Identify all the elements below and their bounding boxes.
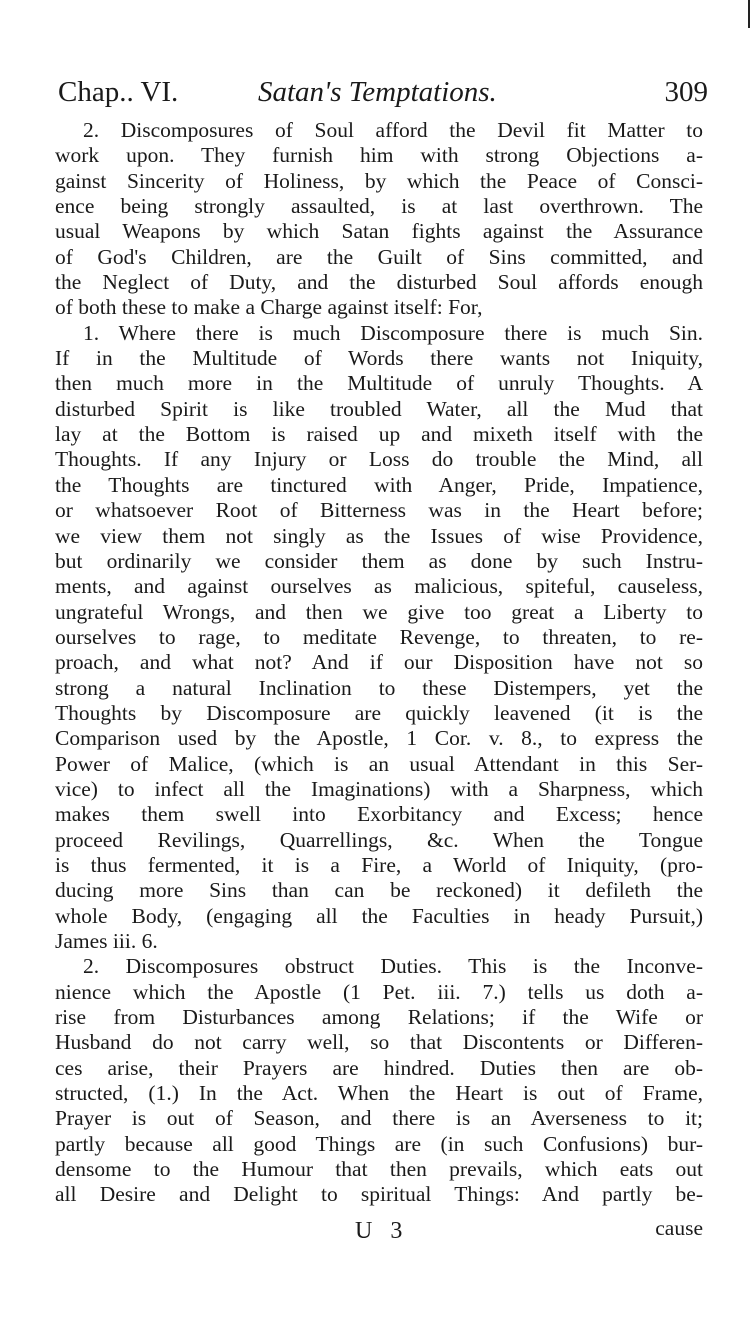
text-line: or whatsoever Root of Bitterness was in the Heart before; (55, 498, 703, 523)
text-line: ence being strongly assaulted, is at last overthrown. The (55, 194, 703, 219)
text-line: 2. Discomposures of Soul afford the Devil fit Matter to (83, 118, 703, 142)
text-line: 2. Discomposures obstruct Duties. This is the Inconve- (83, 954, 703, 979)
text-line: ments, and against ourselves as malicious, spiteful, causeless, (55, 574, 703, 599)
text-line: we view them not singly as the Issues of wise Providence, (55, 523, 703, 548)
text-line: work upon. They furnish him with strong Objections a- (55, 143, 703, 168)
chapter-label: Chap.. VI. (58, 76, 179, 108)
text-line: ces arise, their Prayers are hindred. Duties then are ob- (55, 1055, 703, 1080)
text-line: the Neglect of Duty, and the disturbed Soul affords enough (55, 270, 703, 295)
text-line: is thus fermented, it is a Fire, a World of Iniquity, (pro- (55, 852, 703, 877)
text-line: partly because all good Things are (in such Confusions) bur- (55, 1131, 703, 1156)
text-line: 1. Where there is much Discomposure there is much Sin. (83, 320, 703, 345)
text-line: gainst Sincerity of Holiness, by which the Peace of Consci- (55, 168, 703, 193)
text-line: Husband do not carry well, so that Discontents or Differen- (55, 1030, 703, 1055)
text-line: the Thoughts are tinctured with Anger, Pride, Impatience, (55, 472, 703, 497)
text-line: makes them swell into Exorbitancy and Excess; hence (55, 802, 703, 827)
text-line: strong a natural Inclination to these Distempers, yet the (55, 675, 703, 700)
running-title: Satan's Temptations. (258, 76, 497, 108)
text-line: Comparison used by the Apostle, 1 Cor. v. 8., to express the (55, 726, 703, 751)
text-line: whole Body, (engaging all the Faculties in heady Pursuit,) (55, 903, 703, 928)
text-line: proach, and what not? And if our Disposition have not so (55, 650, 703, 675)
signature-mark: U 3 (355, 1218, 409, 1244)
catchword: cause (655, 1216, 703, 1240)
text-line: ungrateful Wrongs, and then we give too great a Liberty to (55, 599, 703, 624)
text-line: then much more in the Multitude of unruly Thoughts. A (55, 371, 703, 396)
text-line: James iii. 6. (55, 929, 158, 953)
text-line: vice) to infect all the Imaginations) with a Sharpness, which (55, 776, 703, 801)
text-line: ducing more Sins than can be reckoned) it defileth the (55, 878, 703, 903)
text-line: nience which the Apostle (1 Pet. iii. 7.) tells us doth a- (55, 979, 703, 1004)
text-line: Power of Malice, (which is an usual Attendant in this Ser- (55, 751, 703, 776)
text-line: rise from Disturbances among Relations; if the Wife or (55, 1005, 703, 1030)
text-line: Thoughts by Discomposure are quickly leavened (it is the (55, 700, 703, 725)
text-line: densome to the Humour that then prevails, which eats out (55, 1157, 703, 1182)
text-line: usual Weapons by which Satan fights against the Assurance (55, 219, 703, 244)
text-line: ourselves to rage, to meditate Revenge, to threaten, to re- (55, 624, 703, 649)
text-line: of both these to make a Charge against itself: For, (55, 295, 483, 320)
text-line: but ordinarily we consider them as done by such Instru- (55, 548, 703, 573)
text-line: proceed Revilings, Quarrellings, &c. When the Tongue (55, 827, 703, 852)
text-line: disturbed Spirit is like troubled Water, all the Mud that (55, 396, 703, 421)
text-line: all Desire and Delight to spiritual Things: And partly be- (55, 1182, 703, 1207)
text-line: If in the Multitude of Words there wants not Iniquity, (55, 346, 703, 371)
running-header (58, 76, 708, 116)
text-line: of God's Children, are the Guilt of Sins committed, and (55, 244, 703, 269)
text-line: lay at the Bottom is raised up and mixeth itself with the (55, 422, 703, 447)
text-line: Prayer is out of Season, and there is an Averseness to it; (55, 1106, 703, 1131)
body-text (55, 118, 703, 1208)
page-footer (55, 1218, 703, 1258)
page-number: 309 (664, 76, 708, 108)
text-line: structed, (1.) In the Act. When the Heart is out of Frame, (55, 1081, 703, 1106)
text-line: Thoughts. If any Injury or Loss do trouble the Mind, all (55, 447, 703, 472)
